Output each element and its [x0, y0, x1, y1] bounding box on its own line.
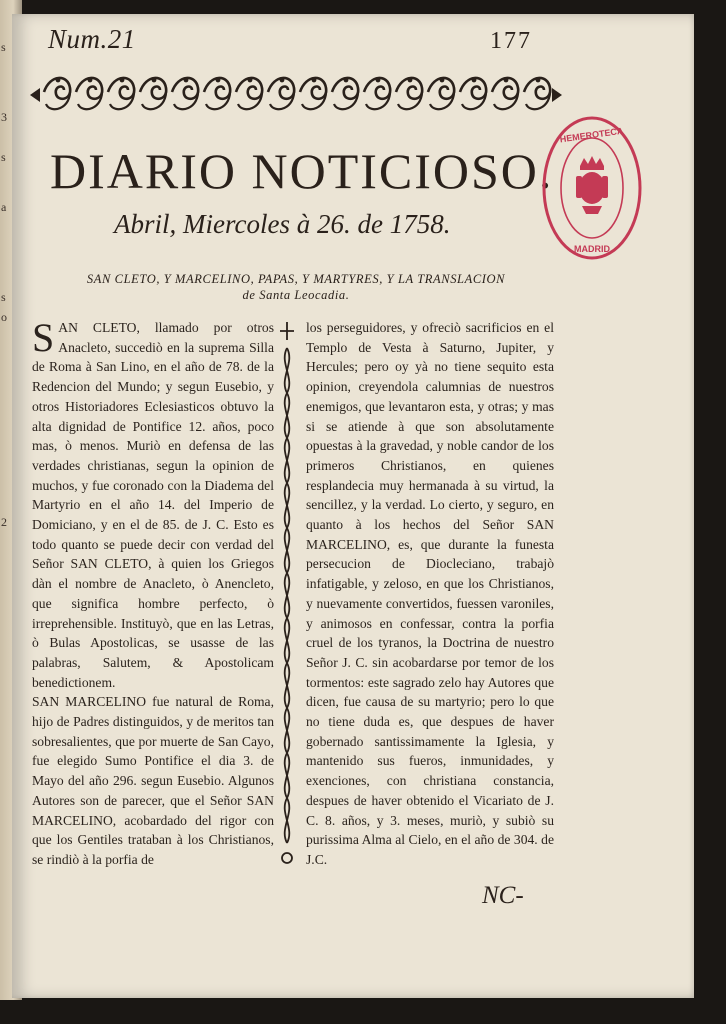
- text-column-right: [306, 318, 554, 870]
- page-number: 177: [490, 28, 532, 54]
- left-page-fragment: a: [1, 200, 7, 214]
- column-divider-ornament: [277, 318, 297, 870]
- dateline: Abril, Miercoles à 26. de 1758.: [114, 209, 451, 239]
- paragraph-continuation: los perseguidores, y ofreciò sacrificios en el Templo de Vesta à Saturno, Jupiter, y Hercules; pero oy yà no tiene sequito esta opinion, creyendola calumnias de nuestros enemigos, que levantaron esta, y otras; y mas si se atiende à que son absolutamente opuestas à la gravedad, y noble candor de los primeros Christianos, en quienes resplandecia muy hermanada à su virtud, la sencillez, y la verdad. Lo cierto, y seguro, en quanto à los hechos del Señor SAN MARCELINO, es, que durante la funesta persecucion de Diocleciano, trabajò infatigable, y zeloso, en que los Christianos, y nuevamente convertidos, fuessen varoniles, y animosos en confessar, contra la porfia cruel de los tyranos, la Doctrina de nuestro Señor J. C. sin acobardarse por temor de los tormentos: este sagrado zelo hay Autores que dicen, fue causa de su martyrio; pero lo que no tiene duda es, que despues de haver gobernado santissimamente la Iglesia, y mantenido sus fueros, inmunidades, y exenciones, con christiana constancia, despues de haver obtenido el Vicariato de J. C. 8. años, y 3. meses, muriò, y subiò su purissima Alma al Cielo, en el año de 304. de J.C.: [306, 320, 554, 867]
- newspaper-page: [12, 14, 694, 998]
- left-page-fragment: s: [1, 40, 6, 54]
- text-column-left: [32, 315, 274, 870]
- left-page-fragment: o: [1, 310, 7, 324]
- newspaper-title: DIARIO NOTICIOSO.: [50, 143, 554, 199]
- saints-heading: [26, 271, 566, 303]
- saints-heading-line2: de Santa Leocadia.: [242, 288, 350, 302]
- left-page-fragment: s: [1, 290, 6, 304]
- catchword: NC-: [482, 882, 524, 909]
- ornamental-header-band: [30, 64, 562, 126]
- library-stamp: [540, 114, 644, 262]
- left-page-fragment: 3: [1, 110, 7, 124]
- svg-text:HEMEROTECA: HEMEROTECA: [559, 125, 624, 145]
- left-page-fragment: 2: [1, 515, 7, 529]
- left-page-fragment: s: [1, 150, 6, 164]
- issue-number: Num.21: [48, 24, 136, 54]
- drop-cap: S: [32, 315, 55, 360]
- paragraph-san-cleto: [32, 315, 274, 692]
- saints-heading-line1: SAN CLETO, Y MARCELINO, PAPAS, Y MARTYRES, Y LA TRANSLACION: [86, 272, 506, 286]
- paragraph-text: AN CLETO, llamado por otros Anacleto, succediò en la suprema Silla de Roma à San Lino, en el año de 78. de la Redencion del Mundo; y segun Eusebio, y otros Historiadores Eclesiasticos obtuvo la alta dignidad de Pontifice 12. años, poco mas, ò menos. Muriò en defensa de las verdades christianas, segun la opinion de muchos, y fue coronado con la Diadema del Martyrio en el año 14. del Imperio de Domiciano, y en el de 85. de J. C. Esto es todo quanto se puede decir con verdad del Señor SAN CLETO, à quien los Griegos dàn el nombre de Anacleto, ò Anencleto, que significa hombre perfecto, ò irreprehensible. Instituyò, que en las Letras, ò Bulas Apostolicas, se usasse de las palabras, Salutem, & Apostolicam benedictionem.: [32, 320, 274, 690]
- svg-text:MADRID: MADRID: [574, 244, 610, 254]
- paragraph-san-marcelino: SAN MARCELINO fue natural de Roma, hijo de Padres distinguidos, y de meritos tan sobresalientes, que por muerte de San Cayo, fue elegido Sumo Pontifice el dia 3. de Mayo del año 296. segun Eusebio. Algunos Autores son de parecer, que el Señor SAN MARCELINO, acobardado del rigor con que los Gentiles trataban à los Christianos, se rindiò à la porfia de: [32, 694, 274, 867]
